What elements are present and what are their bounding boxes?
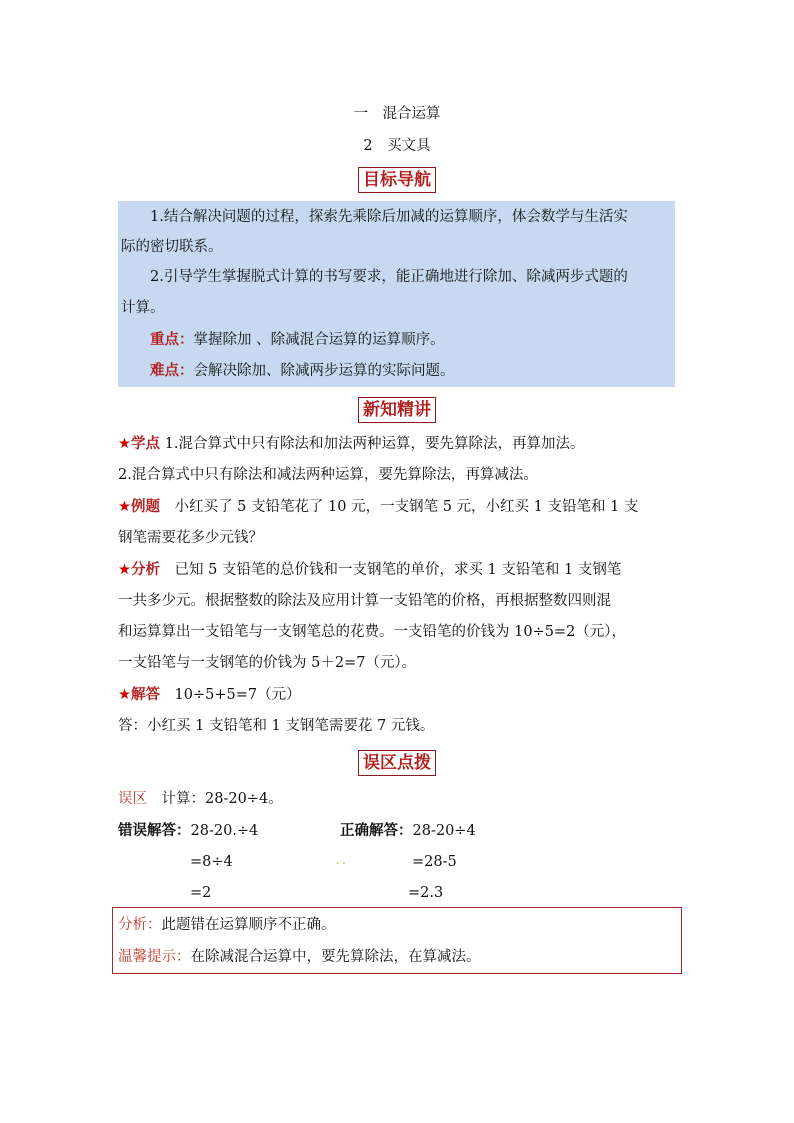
study-point-2: 2.混合算式中只有除法和减法两种运算，要先算除法，再算减法。 [118, 467, 538, 483]
mistake-analysis-text: 此题错在运算顺序不正确。 [161, 917, 336, 933]
mistake-analysis [118, 914, 336, 936]
goal-item-1-line-1: 1.结合解决问题的过程，探索先乘除后加减的运算顺序，体会数学与生活实 [150, 209, 628, 225]
lesson-title: 2 买文具 [363, 138, 431, 154]
analysis-line-2: 一共多少元。根据整数的除法及应用计算一支铅笔的价格，再根据整数四则混 [118, 593, 611, 609]
mistake-zone-label: 误区 [118, 791, 147, 807]
answer-formula: 10÷5+5=7（元） [160, 687, 301, 703]
right-answer-line-3: =2.3 [408, 885, 444, 901]
chapter-title: 一 混合运算 [353, 106, 441, 122]
key-point-label: 重点： [150, 331, 194, 348]
answer-label: 解答 [131, 686, 160, 703]
study-point-text: 1.混合算式中只有除法和加法两种运算，要先算除法，再算加法。 [160, 436, 585, 452]
analysis-line-4: 一支铅笔与一支钢笔的价钱为 5＋2=7（元）。 [118, 655, 417, 671]
dot-marks: . . [336, 856, 346, 867]
example-line-1: 小红买了 5 支铅笔花了 10 元，一支钢笔 5 元，小红买 1 支铅笔和 1 支 [160, 499, 639, 515]
warm-tip-label: 温馨提示： [118, 949, 191, 965]
answer-text: 答：小红买 1 支铅笔和 1 支钢笔需要花 7 元钱。 [118, 718, 435, 734]
example-line-2: 钢笔需要花多少元钱？ [118, 530, 263, 546]
star-icon: ★ [118, 687, 131, 703]
goals-section-title: 目标导航 [358, 167, 436, 193]
mistakes-section-title: 误区点拨 [358, 750, 436, 776]
key-point [150, 329, 445, 351]
wrong-answer [118, 820, 258, 842]
difficult-point-text: 会解决除加、除减两步运算的实际问题。 [193, 363, 455, 379]
wrong-answer-line-1: 28-20.÷4 [190, 823, 259, 839]
difficult-point [150, 360, 455, 382]
goal-item-2-line-2: 计算。 [121, 300, 165, 316]
analysis [118, 559, 621, 581]
answer [118, 684, 301, 706]
right-answer-label: 正确解答： [340, 823, 413, 839]
analysis-line-3: 和运算算出一支铅笔与一支钢笔总的花费。一支铅笔的价钱为 10÷5=2（元）， [118, 624, 627, 640]
key-point-text: 掌握除加 、除减混合运算的运算顺序。 [193, 332, 445, 348]
warm-tip [118, 946, 481, 968]
example [118, 496, 638, 518]
difficult-point-label: 难点： [150, 362, 194, 379]
star-icon: ★ [118, 562, 131, 578]
goal-item-2-line-1: 2.引导学生掌握脱式计算的书写要求，能正确地进行除加、除减两步式题的 [150, 269, 628, 285]
mistake-zone [118, 788, 283, 810]
mistake-zone-text: 计算：28-20÷4。 [147, 791, 283, 807]
goal-item-1-line-2: 际的密切联系。 [121, 239, 223, 255]
right-answer-line-2: =28-5 [412, 854, 457, 870]
study-point [118, 433, 584, 455]
lesson-section-title: 新知精讲 [358, 397, 436, 423]
mistake-analysis-label: 分析： [118, 917, 162, 933]
analysis-label: 分析 [131, 561, 160, 578]
wrong-answer-label: 错误解答： [118, 823, 191, 839]
star-icon: ★ [118, 436, 131, 452]
wrong-answer-line-3: =2 [190, 885, 212, 901]
right-answer [340, 820, 476, 842]
warm-tip-text: 在除减混合运算中，要先算除法，在算减法。 [190, 949, 481, 965]
star-icon: ★ [118, 499, 131, 515]
example-label: 例题 [131, 498, 160, 515]
wrong-answer-line-2: =8÷4 [190, 854, 233, 870]
right-answer-line-1: 28-20÷4 [412, 823, 476, 839]
analysis-line-1: 已知 5 支铅笔的总价钱和一支钢笔的单价，求买 1 支铅笔和 1 支钢笔 [160, 562, 622, 578]
study-point-label: 学点 [131, 435, 160, 452]
